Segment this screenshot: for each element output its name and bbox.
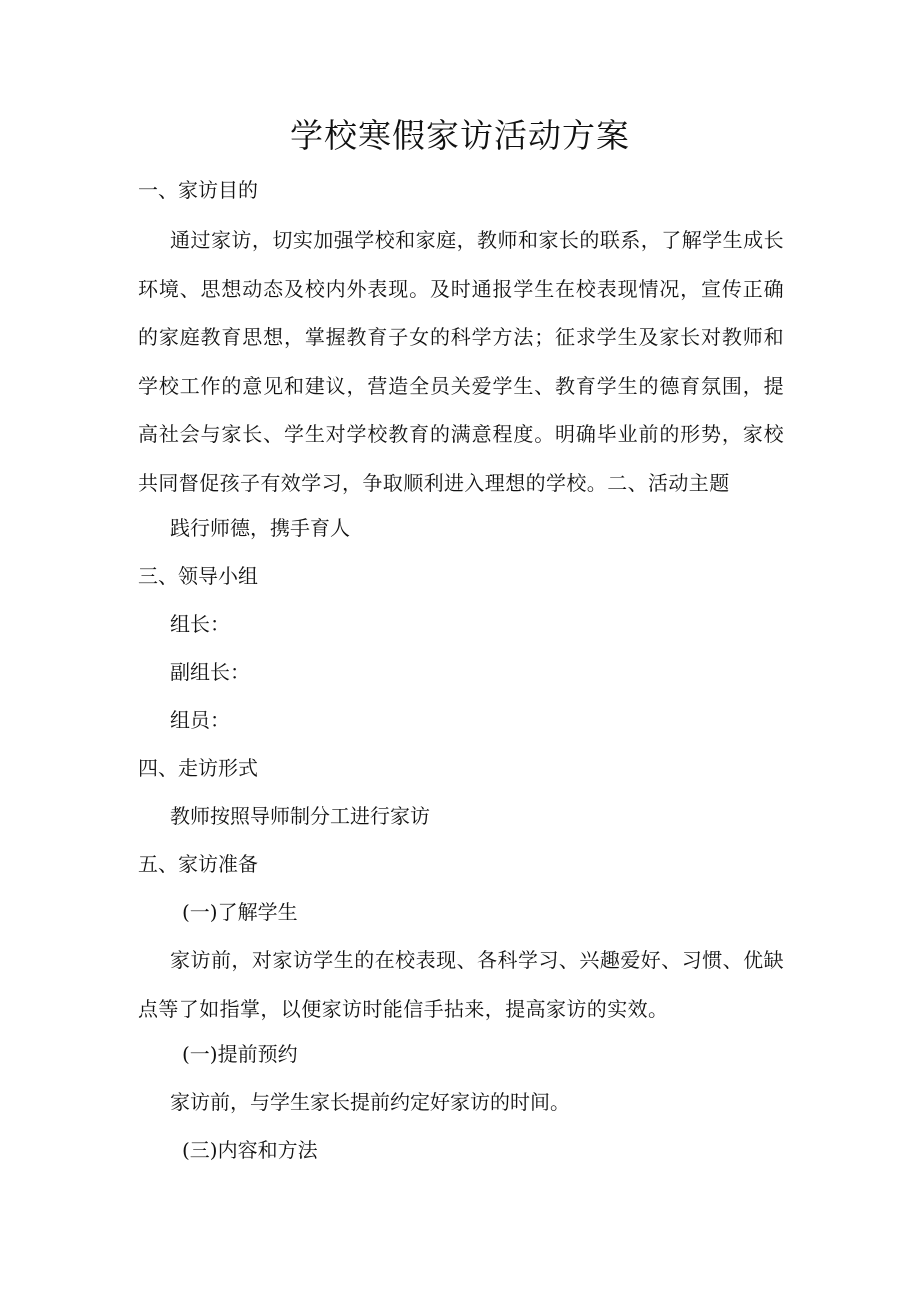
theme-text: 践行师德，携手育人 — [170, 516, 350, 540]
section3-heading: 三、领导小组 — [138, 564, 258, 588]
subsection2-text: 家访前，与学生家长提前约定好家访的时间。 — [170, 1090, 570, 1114]
subsection1-paragraph: 家访前，对家访学生的在校表现、各科学习、兴趣爱好、习惯、优缺点等了如指掌，以便家访时能信手拈来，提高家访的实效。 — [138, 948, 784, 1021]
document-title: 学校寒假家访活动方案 — [290, 116, 630, 155]
section5-heading: 五、家访准备 — [138, 852, 258, 876]
member-label: 组员： — [170, 708, 230, 732]
section1-heading: 一、家访目的 — [138, 178, 258, 202]
subsection3-heading: (三)内容和方法 — [182, 1138, 318, 1162]
section4-text: 教师按照导师制分工进行家访 — [170, 804, 430, 828]
subsection2-heading: (一)提前预约 — [182, 1042, 298, 1066]
section1-paragraph: 通过家访，切实加强学校和家庭，教师和家长的联系，了解学生成长环境、思想动态及校内外表现。及时通报学生在校表现情况，宣传正确的家庭教育思想，掌握教育子女的科学方法；征求学生及家长对教师和学校工作的意见和建议，营造全员关爱学生、教育学生的德育氛围，提高社会与家长、学生对学校教育的满意程度。明确毕业前的形势，家校共同督促孩子有效学习，争取顺利进入理想的学校。二、活动主题 — [138, 228, 784, 495]
deputy-leader-label: 副组长： — [170, 660, 250, 684]
section4-heading: 四、走访形式 — [138, 756, 258, 780]
subsection1-heading: (一)了解学生 — [182, 900, 298, 924]
leader-label: 组长： — [170, 612, 230, 636]
